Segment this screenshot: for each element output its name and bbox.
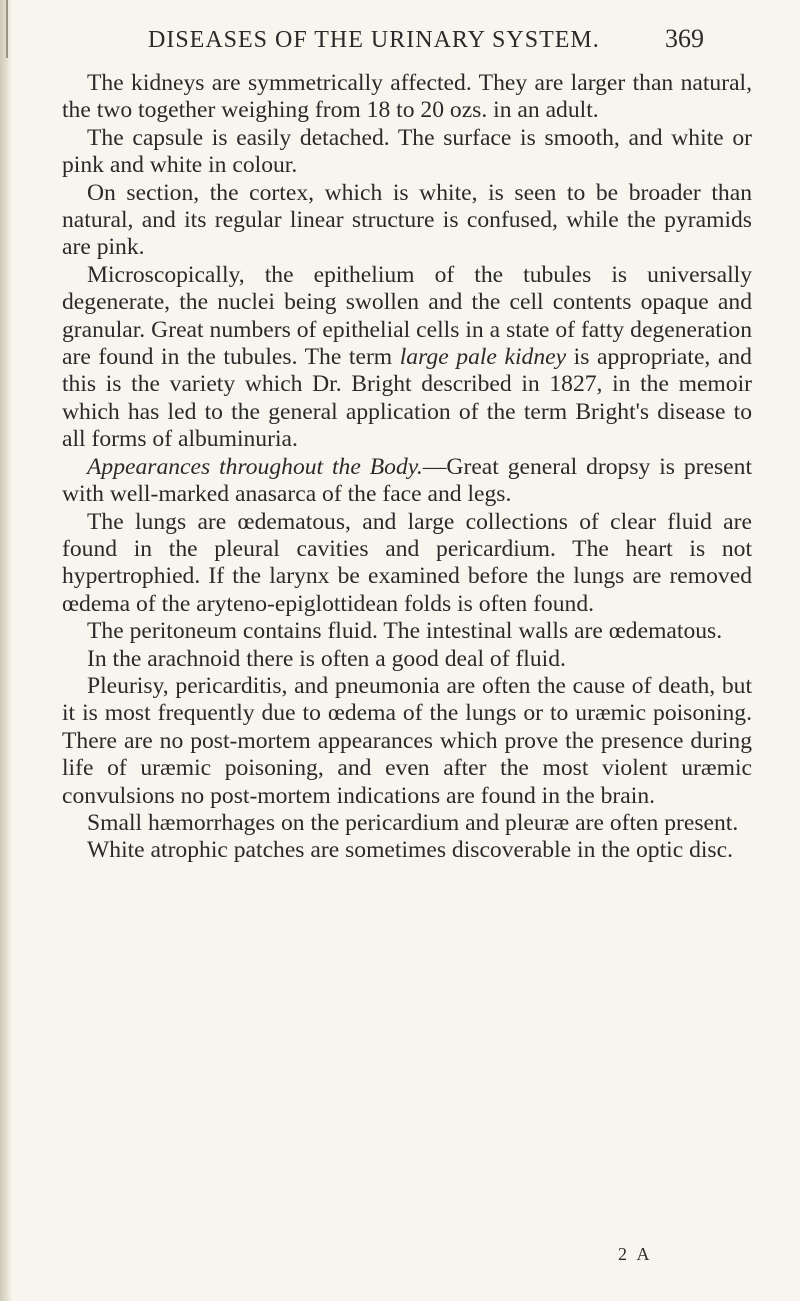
paragraph-section: On section, the cortex, which is white, is seen to be broader than natural, and its regular linear structure is confused, while the pyramids are pink. <box>62 179 752 261</box>
signature-mark: 2 A <box>618 1244 653 1264</box>
paragraph-death-causes: Pleurisy, pericarditis, and pneumonia are often the cause of death, but it is most frequently due to œdema of the lungs or to uræmic poisoning. There are no post-mortem appearances which prove the presence during life of uræmic poisoning, and even after the most violent uræmic convulsions no post-mortem indications are found in the brain. <box>62 672 752 809</box>
large-pale-kidney-term: large pale kidney <box>399 344 567 371</box>
binding-mark <box>6 0 8 58</box>
paragraph-appearances <box>62 454 752 509</box>
microscopy-text-cont: is appropriate, and this is the variety which Dr. Bright described in 1827, in the memoir which has led to the general application of the term Bright's disease to all forms of albuminuria. <box>62 344 752 453</box>
paragraph-peritoneum: The peritoneum contains fluid. The intestinal walls are œdematous. <box>87 618 723 645</box>
paragraph-kidneys: The kidneys are symmetrically affected. They are larger than natural, the two together weighing from 18 to 20 ozs. in an adult. <box>62 70 752 124</box>
paragraph-optic-disc: White atrophic patches are sometimes discoverable in the optic disc. <box>87 837 733 864</box>
paragraph-microscopically <box>62 262 752 454</box>
running-title: DISEASES OF THE URINARY SYSTEM. <box>148 27 600 53</box>
appearances-text: —Great general dropsy is present with well-marked anasarca of the face and legs. <box>62 453 752 508</box>
paragraph-capsule: The capsule is easily detached. The surface is smooth, and white or pink and white in colour. <box>62 124 752 179</box>
paragraph-lungs: The lungs are œdematous, and large collections of clear fluid are found in the pleural cavities and pericardium. The heart is not hypertrophied. If the larynx be examined before the lungs are removed œdema of the aryteno-epiglottidean folds is often found. <box>62 508 752 617</box>
page-number: 369 <box>665 24 704 53</box>
appearances-heading: Appearances throughout the Body. <box>87 453 423 480</box>
microscopy-text: Microscopically, the epithelium of the tubules is universally degenerate, the nuclei being swollen and the cell contents opaque and granular. Great numbers of epithelial cells in a state of fatty degeneration are found in the tubules. The term <box>62 261 752 371</box>
page-edge <box>0 0 12 1301</box>
paragraph-arachnoid: In the arachnoid there is often a good deal of fluid. <box>87 645 566 672</box>
page-body <box>62 70 752 865</box>
running-header <box>148 24 704 54</box>
paragraph-haemorrhages: Small hæmorrhages on the pericardium and pleuræ are often present. <box>87 809 739 836</box>
